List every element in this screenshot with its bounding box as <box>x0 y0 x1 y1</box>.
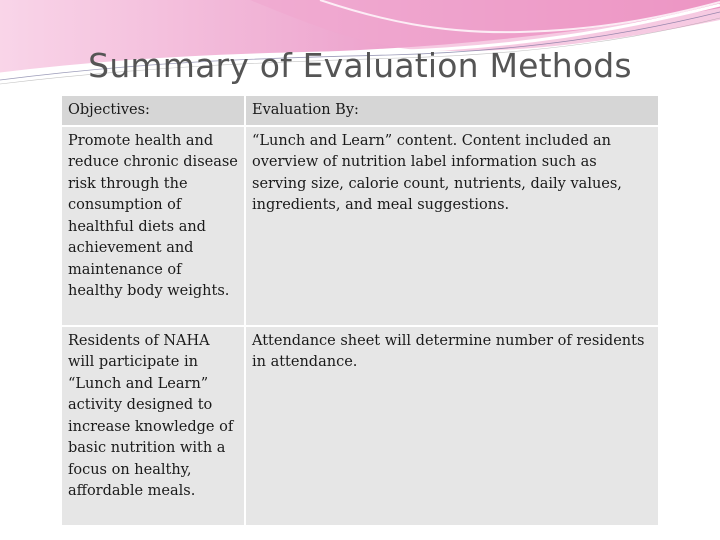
table-row <box>62 327 658 525</box>
table-row <box>62 127 658 325</box>
objective-cell: Residents of NAHA will participate in “Lunch and Learn” activity designed to increase knowledge of basic nutrition with a focus on healthy, affordable meals. <box>62 327 244 525</box>
header-objectives: Objectives: <box>62 96 244 125</box>
slide-title: Summary of Evaluation Methods <box>88 46 632 85</box>
evaluation-cell: “Lunch and Learn” content. Content included an overview of nutrition label information such as serving size, calorie count, nutrients, daily values, ingredients, and meal suggestions. <box>246 127 658 325</box>
objective-cell: Promote health and reduce chronic disease risk through the consumption of healthful diets and achievement and maintenance of healthy body weights. <box>62 127 244 325</box>
evaluation-table <box>60 94 660 527</box>
evaluation-cell: Attendance sheet will determine number of residents in attendance. <box>246 327 658 525</box>
table-header-row <box>62 96 658 125</box>
header-evaluation-by: Evaluation By: <box>246 96 658 125</box>
